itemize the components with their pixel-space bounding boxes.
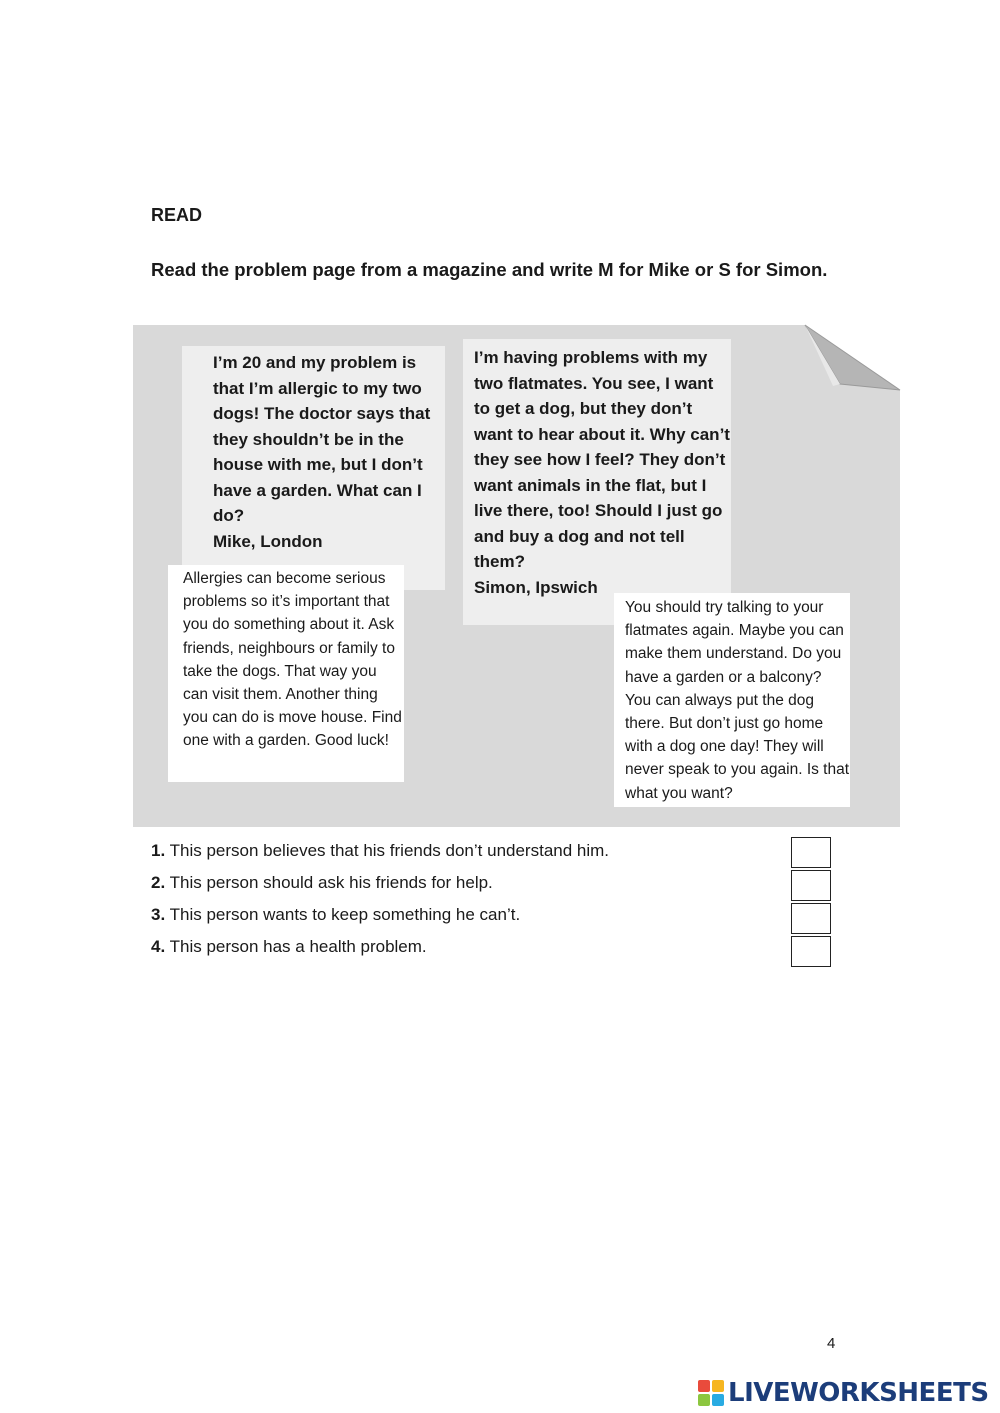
instructions: Read the problem page from a magazine and write M for Mike or S for Simon. (151, 259, 828, 280)
letter-simon (463, 339, 731, 625)
question-text: This person should ask his friends for help. (169, 873, 493, 892)
letter-simon-body: I’m having problems with my two flatmates. You see, I want to get a dog, but they don’t want to hear about it. Why can’t they see how I feel? They don’t want animals in the flat, but I live there, too! Should I just go and buy a dog and not tell them? (474, 348, 730, 571)
letter-mike-body: I’m 20 and my problem is that I’m allergic to my two dogs! The doctor says that they shouldn’t be in the house with me, but I don’t have a garden. What can I do? (213, 353, 431, 525)
page-number: 4 (827, 1335, 836, 1352)
question-2 (151, 871, 609, 903)
answer-box-4[interactable] (791, 936, 831, 967)
reply-to-mike: Allergies can become serious problems so it’s important that you do something about it. Ask friends, neighbours or family to take the dogs. That way you can visit them. Another thing you can do is move house. Find one with a garden. Good luck! (168, 565, 404, 782)
question-number: 4. (151, 937, 166, 956)
question-4 (151, 935, 609, 967)
reply-to-simon: You should try talking to your flatmates again. Maybe you can make them understand. Do you have a garden or a balcony? You can always put the dog there. But don’t just go home with a dog one day! They will never speak to you again. Is that what you want? (614, 593, 850, 807)
section-title: READ (151, 205, 203, 225)
question-number: 3. (151, 905, 166, 924)
answer-box-1[interactable] (791, 837, 831, 868)
page-curl-decoration (795, 318, 905, 398)
letter-mike-signature: Mike, London (213, 531, 323, 551)
letter-simon-signature: Simon, Ipswich (474, 577, 598, 597)
question-list (151, 839, 609, 967)
answer-box-2[interactable] (791, 870, 831, 901)
logo-mark-icon (698, 1380, 724, 1406)
question-number: 2. (151, 873, 166, 892)
answer-box-3[interactable] (791, 903, 831, 934)
question-text: This person has a health problem. (169, 937, 427, 956)
letter-mike (182, 346, 445, 590)
question-text: This person wants to keep something he can’t. (169, 905, 521, 924)
logo-text: LIVEWORKSHEETS (728, 1378, 989, 1408)
question-number: 1. (151, 841, 166, 860)
question-3 (151, 903, 609, 935)
liveworksheets-logo (698, 1378, 989, 1408)
question-text: This person believes that his friends don’t understand him. (169, 841, 610, 860)
question-1 (151, 839, 609, 871)
